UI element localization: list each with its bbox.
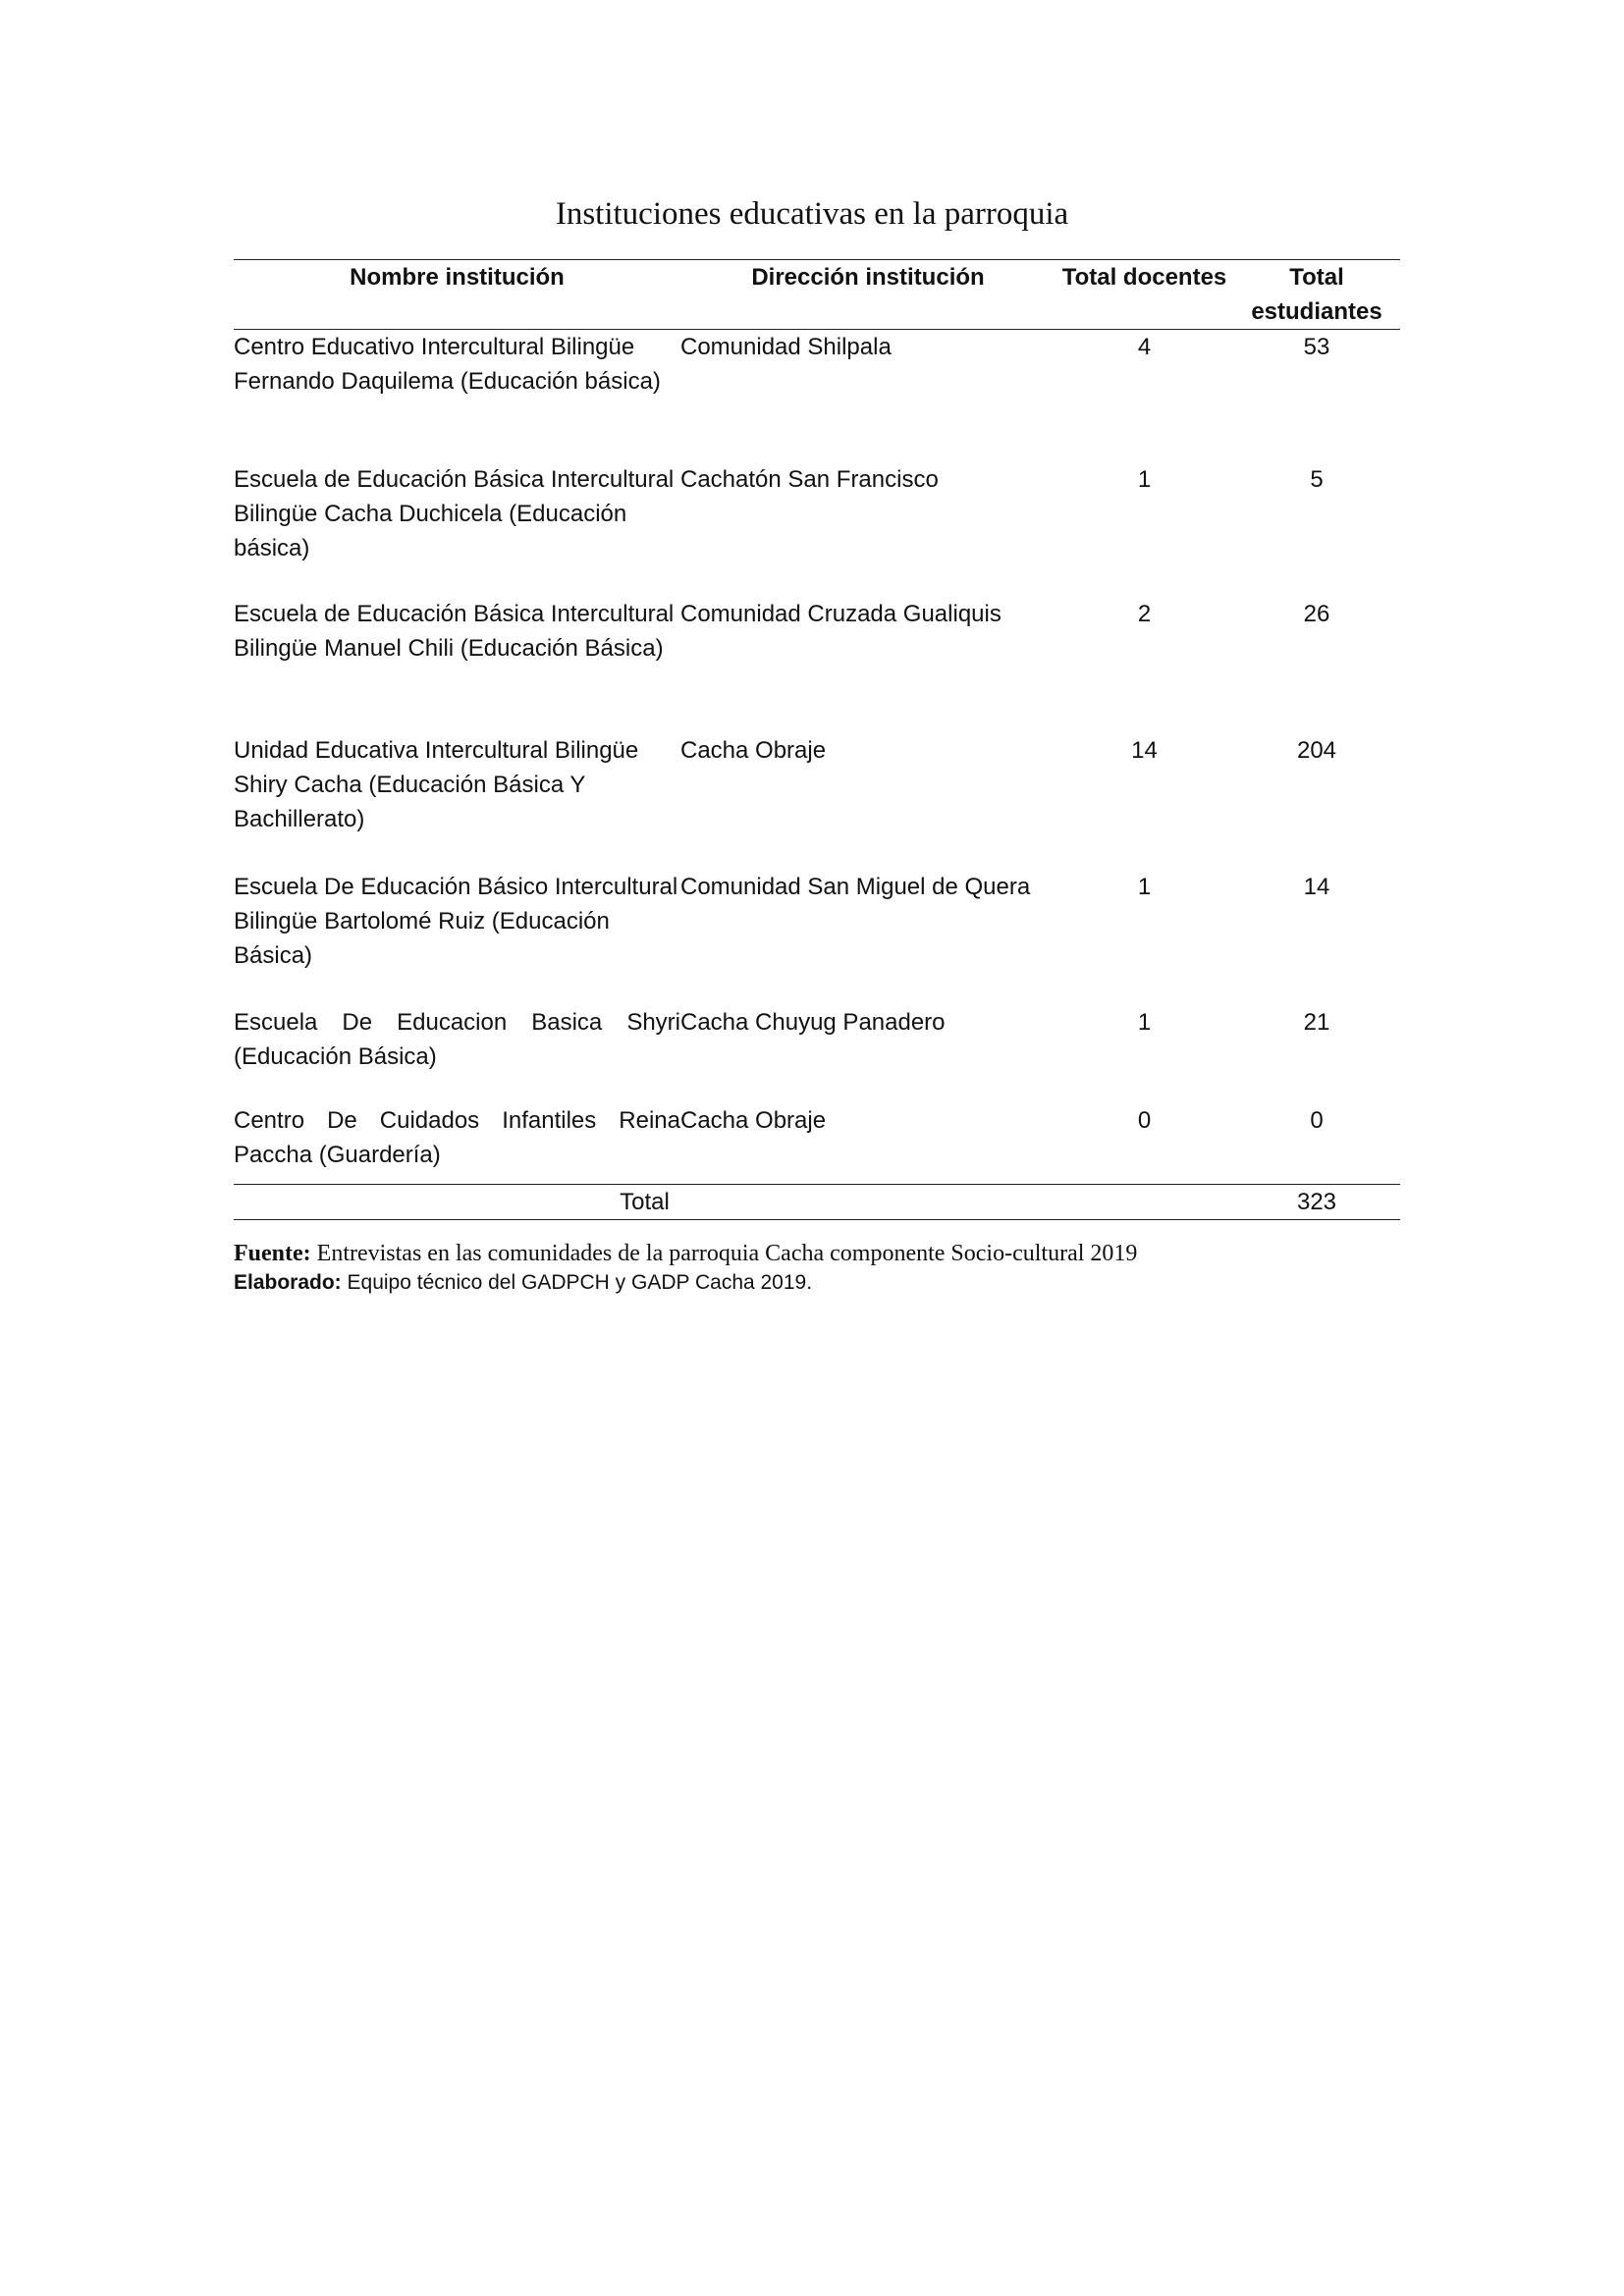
cell-direccion: Cacha Obraje	[680, 1107, 827, 1134]
cell-estudiantes: 5	[1310, 466, 1324, 493]
cell-estudiantes: 204	[1296, 737, 1337, 764]
cell-estudiantes: 21	[1303, 1009, 1330, 1036]
institutions-table-container	[234, 259, 1400, 1220]
source-note	[234, 1239, 1137, 1268]
total-estudiantes: 323	[1233, 1185, 1400, 1220]
cell-estudiantes: 0	[1310, 1107, 1324, 1134]
cell-docentes: 14	[1131, 737, 1158, 764]
cell-direccion: Comunidad Cruzada Gualiquis	[680, 601, 1001, 627]
cell-estudiantes: 53	[1303, 334, 1330, 360]
cell-nombre: Escuela De Educacion Basica Shyri (Educación Básica)	[234, 1009, 680, 1070]
table-row	[234, 1103, 1400, 1185]
table-row	[234, 870, 1400, 1005]
cell-direccion: Comunidad Shilpala	[680, 334, 892, 360]
elaborado-note	[234, 1268, 812, 1298]
total-label: Total	[234, 1185, 1056, 1220]
institutions-table	[234, 259, 1400, 1220]
header-estudiantes: Total estudiantes	[1233, 260, 1400, 330]
cell-docentes: 1	[1137, 1009, 1152, 1036]
cell-docentes: 0	[1137, 1107, 1152, 1134]
table-row	[234, 597, 1400, 733]
cell-estudiantes: 26	[1303, 601, 1330, 627]
cell-nombre: Centro De Cuidados Infantiles Reina Paccha (Guardería)	[234, 1107, 680, 1168]
table-row	[234, 462, 1400, 597]
cell-direccion: Cachatón San Francisco	[680, 466, 939, 493]
source-label: Fuente:	[234, 1241, 311, 1266]
source-text: Entrevistas en las comunidades de la parroquia Cacha componente Socio-cultural 2019	[316, 1241, 1138, 1266]
cell-nombre: Unidad Educativa Intercultural Bilingüe Shiry Cacha (Educación Básica Y Bachillerato)	[234, 737, 639, 832]
total-docentes-cell	[1056, 1185, 1233, 1220]
cell-docentes: 1	[1137, 466, 1152, 493]
table-row	[234, 330, 1400, 463]
cell-direccion: Cacha Obraje	[680, 737, 827, 764]
cell-nombre: Escuela De Educación Básico Intercultural Bilingüe Bartolomé Ruiz (Educación Básica)	[234, 874, 678, 969]
cell-docentes: 2	[1137, 601, 1152, 627]
cell-nombre: Escuela de Educación Básica Intercultural Bilingüe Cacha Duchicela (Educación básica)	[234, 466, 675, 561]
cell-direccion: Cacha Chuyug Panadero	[680, 1009, 946, 1036]
header-nombre: Nombre institución	[234, 260, 680, 330]
table-title: Instituciones educativas en la parroquia	[555, 196, 1069, 232]
table-header-row	[234, 260, 1400, 330]
header-docentes: Total docentes	[1056, 260, 1233, 330]
table-row	[234, 1005, 1400, 1103]
cell-docentes: 1	[1137, 874, 1152, 900]
table-row	[234, 733, 1400, 870]
total-row	[234, 1185, 1400, 1220]
cell-nombre: Centro Educativo Intercultural Bilingüe Fernando Daquilema (Educación básica)	[234, 334, 661, 395]
cell-direccion: Comunidad San Miguel de Quera	[680, 874, 1031, 900]
cell-estudiantes: 14	[1303, 874, 1330, 900]
cell-docentes: 4	[1137, 334, 1152, 360]
cell-nombre: Escuela de Educación Básica Intercultural Bilingüe Manuel Chili (Educación Básica)	[234, 601, 675, 662]
header-direccion: Dirección institución	[680, 260, 1056, 330]
elaborado-label: Elaborado:	[234, 1271, 342, 1294]
elaborado-text: Equipo técnico del GADPCH y GADP Cacha 2019.	[347, 1271, 813, 1294]
